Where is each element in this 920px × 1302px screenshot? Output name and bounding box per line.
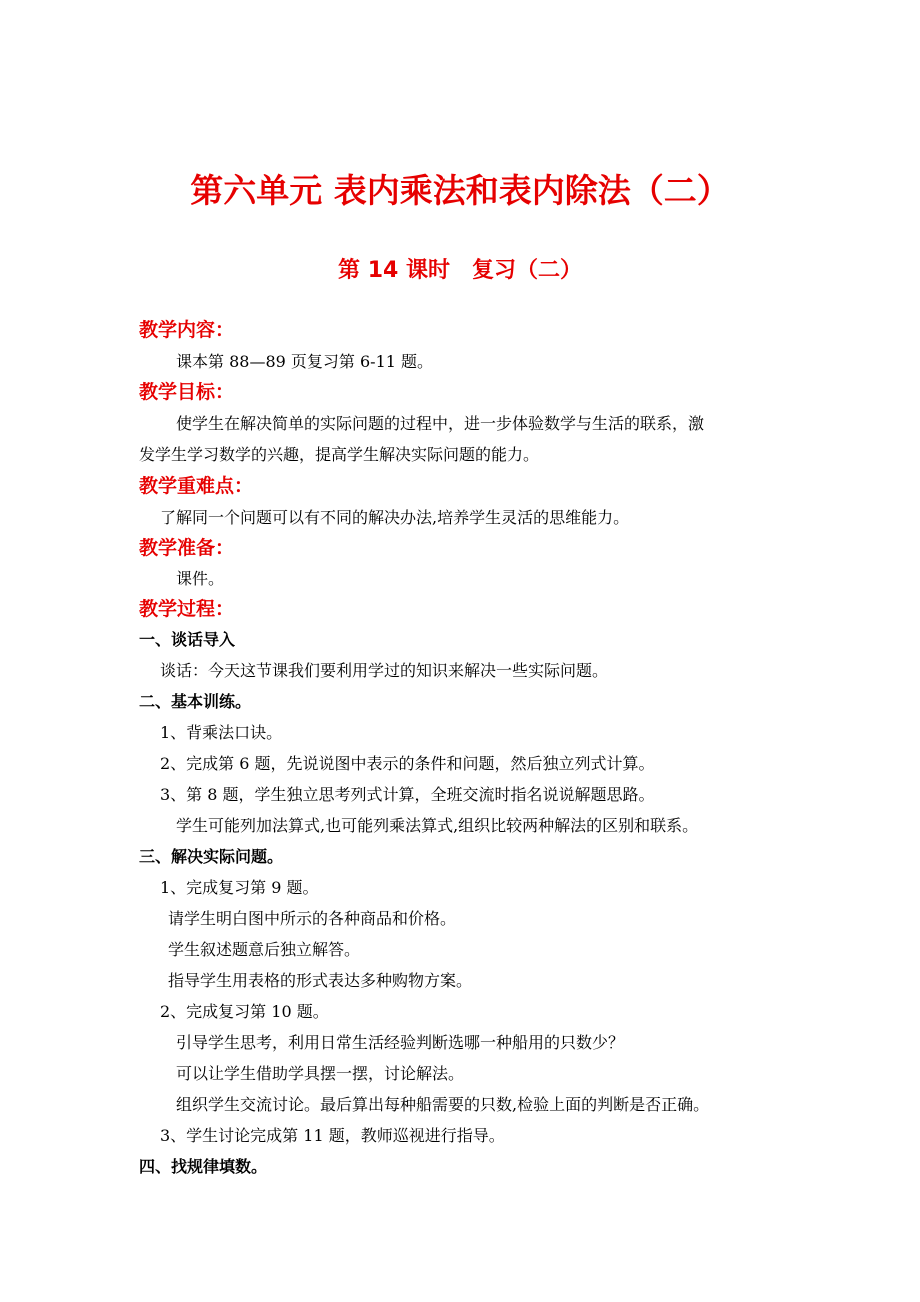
part3-heading: 三、解决实际问题。 xyxy=(139,847,284,866)
key-points-text: 了解同一个问题可以有不同的解决办法,培养学生灵活的思维能力。 xyxy=(160,508,630,527)
part3-item1-a: 请学生明白图中所示的各种商品和价格。 xyxy=(168,909,457,928)
preparation-text: 课件。 xyxy=(176,569,225,588)
part3-item1-b: 学生叙述题意后独立解答。 xyxy=(168,940,361,959)
preparation-heading: 教学准备： xyxy=(139,537,235,559)
part4-heading: 四、找规律填数。 xyxy=(139,1157,268,1176)
content-text: 课本第 88—89 页复习第 6-11 题。 xyxy=(176,352,434,371)
part1-text: 谈话：今天这节课我们要利用学过的知识来解决一些实际问题。 xyxy=(160,661,609,680)
part2-heading: 二、基本训练。 xyxy=(139,692,252,711)
part3-item2-c: 组织学生交流讨论。最后算出每种船需要的只数,检验上面的判断是否正确。 xyxy=(176,1095,710,1114)
goals-text-line1: 使学生在解决简单的实际问题的过程中，进一步体验数学与生活的联系，激 xyxy=(176,414,705,433)
part3-item3: 3、学生讨论完成第 11 题，教师巡视进行指导。 xyxy=(160,1126,505,1145)
part2-item3: 3、第 8 题，学生独立思考列式计算，全班交流时指名说说解题思路。 xyxy=(160,785,655,804)
part3-item2: 2、完成复习第 10 题。 xyxy=(160,1002,329,1021)
key-points-heading: 教学重难点： xyxy=(139,475,254,497)
part1-heading: 一、谈话导入 xyxy=(139,630,236,649)
part2-item1: 1、背乘法口诀。 xyxy=(160,723,283,742)
part3-item2-b: 可以让学生借助学具摆一摆，讨论解法。 xyxy=(176,1064,465,1083)
lesson-subtitle: 第 14 课时 复习（二） xyxy=(338,258,582,283)
part3-item2-a: 引导学生思考，利用日常生活经验判断选哪一种船用的只数少？ xyxy=(176,1033,625,1052)
goals-heading: 教学目标： xyxy=(139,381,235,403)
part3-item1: 1、完成复习第 9 题。 xyxy=(160,878,319,897)
part3-item1-c: 指导学生用表格的形式表达多种购物方案。 xyxy=(168,971,473,990)
goals-text-line2: 发学生学习数学的兴趣，提高学生解决实际问题的能力。 xyxy=(139,445,540,464)
process-heading: 教学过程： xyxy=(139,598,235,620)
part2-item2: 2、完成第 6 题，先说说图中表示的条件和问题，然后独立列式计算。 xyxy=(160,754,655,773)
page-title: 第六单元 表内乘法和表内除法（二） xyxy=(190,171,730,210)
content-heading: 教学内容： xyxy=(139,319,235,341)
part2-item3-note: 学生可能列加法算式,也可能列乘法算式,组织比较两种解法的区别和联系。 xyxy=(176,816,699,835)
